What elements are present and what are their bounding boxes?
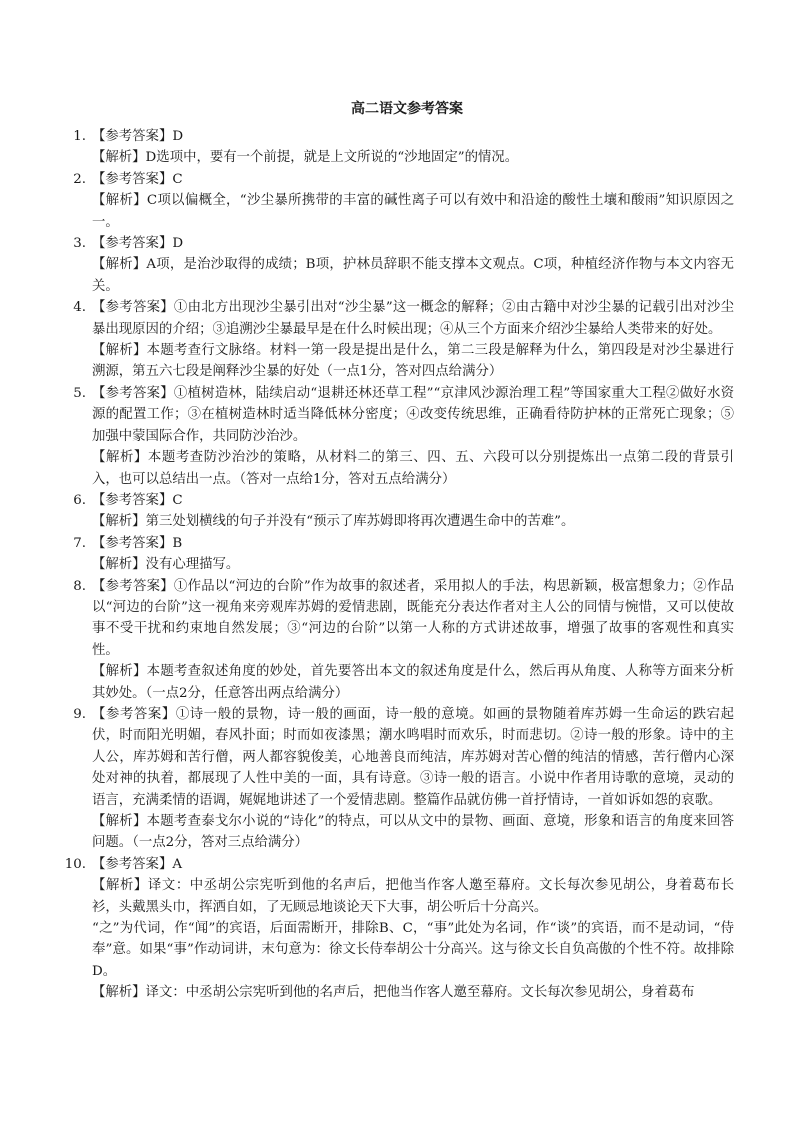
item-number: 2. (73, 171, 86, 187)
analysis-line: 【解析】本题考查叙述角度的妙处，首先要答出本文的叙述角度是什么，然后再从角度、人称等方面来分析其妙处。（一点2分，任意答出两点给满分） (92, 664, 734, 701)
analysis-line: 【解析】本题考查防沙治沙的策略，从材料二的第三、四、五、六段可以分别提炼出一点第二段的背景引入，也可以总结出一点。（答对一点给1分，答对五点给满分） (92, 450, 734, 487)
analysis-explanation-line: “之”为代词，作“闻”的宾语，后面需断开，排除B、C，“事”此处为名词，作“谈”的宾语，而不是动词，“侍奉”意。如果“事”作动词讲，末句意为：徐文长侍奉胡公十分高兴。这与徐文长自负高傲的个性不符。故排除D。 (92, 921, 734, 979)
page-title: 高二语文参考答案 (351, 101, 463, 117)
analysis-line: 【解析】本题考查泰戈尔小说的“诗化”的特点，可以从文中的景物、画面、意境，形象和语言的角度来回答问题。（一点2分，答对三点给满分） (92, 814, 734, 851)
answer-line: 【参考答案】D (92, 129, 184, 144)
analysis-line: 【解析】C项以偏概全，“沙尘暴所携带的丰富的碱性离子可以有效中和沿途的酸性土壤和酸雨”知识原因之一。 (92, 193, 734, 230)
answer-line: 【参考答案】①由北方出现沙尘暴引出对“沙尘暴”这一概念的解释；②由古籍中对沙尘暴的记载引出对沙尘暴出现原因的介绍；③追溯沙尘暴最早是在什么时候出现；④从三个方面来介绍沙尘暴给人类带来的好处。 (92, 300, 734, 337)
item-number: 8. (73, 578, 86, 594)
item-number: 4. (73, 300, 86, 316)
answer-item-2 (60, 169, 734, 233)
answer-item-8 (60, 576, 734, 704)
item-number: 5. (73, 385, 86, 401)
answer-item-5 (60, 383, 734, 490)
answer-line: 【参考答案】B (92, 535, 183, 551)
item-number: 6. (73, 492, 86, 508)
item-number: 7. (73, 535, 86, 551)
answer-item-6 (60, 490, 734, 533)
analysis-line: 【解析】没有心理描写。 (92, 557, 240, 573)
answer-item-10 (60, 854, 734, 1004)
answer-line: 【参考答案】A (92, 856, 183, 872)
analysis-line: 【解析】译文：中丞胡公宗宪听到他的名声后，把他当作客人邀至幕府。文长每次参见胡公，身着葛布长衫，头戴黑头巾，挥洒自如，了无顾忌地谈论天下大事，胡公听后十分高兴。 (92, 878, 734, 915)
item-number: 10. (64, 856, 86, 872)
answer-line: 【参考答案】C (92, 171, 183, 187)
analysis-line: 【解析】D选项中，要有一个前提，就是上文所说的“沙地固定”的情况。 (92, 150, 519, 166)
answer-item-1 (60, 126, 734, 169)
item-number: 3. (73, 236, 86, 252)
answer-line: 【参考答案】①作品以“河边的台阶”作为故事的叙述者，采用拟人的手法，构思新颖，极富想象力；②作品以“河边的台阶”这一视角来旁观库苏姆的爱情悲剧，既能充分表达作者对主人公的同情与惋惜，又可以使故事不受干扰和约束地自然发展；③“河边的台阶”以第一人称的方式讲述故事，增强了故事的客观性和真实性。 (92, 578, 734, 658)
answer-item-3 (60, 233, 734, 297)
answer-line: 【参考答案】①诗一般的景物，诗一般的画面，诗一般的意境。如画的景物随着库苏姆一生命运的跌宕起伏，时而阳光明媚，春风扑面；时而如夜漆黑；潮水鸣唱时而欢乐，时而悲切。②诗一般的形象。诗中的主人公，库苏姆和苦行僧，两人都容貌俊美，心地善良而纯洁，库苏姆对苦心僧的纯洁的情感，苦行僧内心深处对神的执着，都展现了人性中美的一面，具有诗意。③诗一般的语言。小说中作者用诗歌的意境，灵动的语言，充满柔情的语调，娓娓地讲述了一个爱情悲剧。整篇作品就仿佛一首抒情诗，一首如诉如怨的哀歌。 (92, 706, 734, 808)
analysis-line: 【解析】第三处划横线的句子并没有“预示了库苏姆即将再次遭遇生命中的苦难”。 (92, 514, 575, 530)
answer-line: 【参考答案】D (92, 236, 184, 252)
answer-item-4 (60, 297, 734, 383)
answer-item-9 (60, 704, 734, 854)
analysis-line: 【解析】A项，是治沙取得的成绩；B项，护林员辞职不能支撑本文观点。C项，种植经济作物与本文内容无关。 (92, 257, 734, 294)
item-number: 9. (73, 706, 86, 722)
item-number: 1. (73, 129, 86, 144)
answer-item-7 (60, 533, 734, 576)
answer-line: 【参考答案】C (92, 492, 183, 508)
analysis-line: 【解析】译文：中丞胡公宗宪听到他的名声后，把他当作客人邀至幕府。文长每次参见胡公，身着葛布 (92, 985, 695, 1001)
answer-line: 【参考答案】①植树造林，陆续启动“退耕还林还草工程”“京津风沙源治理工程”等国家重大工程②做好水资源的配置工作；③在植树造林时适当降低林分密度；④改变传统思维，正确看待防护林的正常死亡现象；⑤加强中蒙国际合作，共同防沙治沙。 (92, 385, 734, 444)
analysis-line: 【解析】本题考查行文脉络。材料一第一段是提出是什么，第二三段是解释为什么，第四段是对沙尘暴进行溯源，第五六七段是阐释沙尘暴的好处（一点1分，答对四点给满分） (92, 343, 734, 380)
